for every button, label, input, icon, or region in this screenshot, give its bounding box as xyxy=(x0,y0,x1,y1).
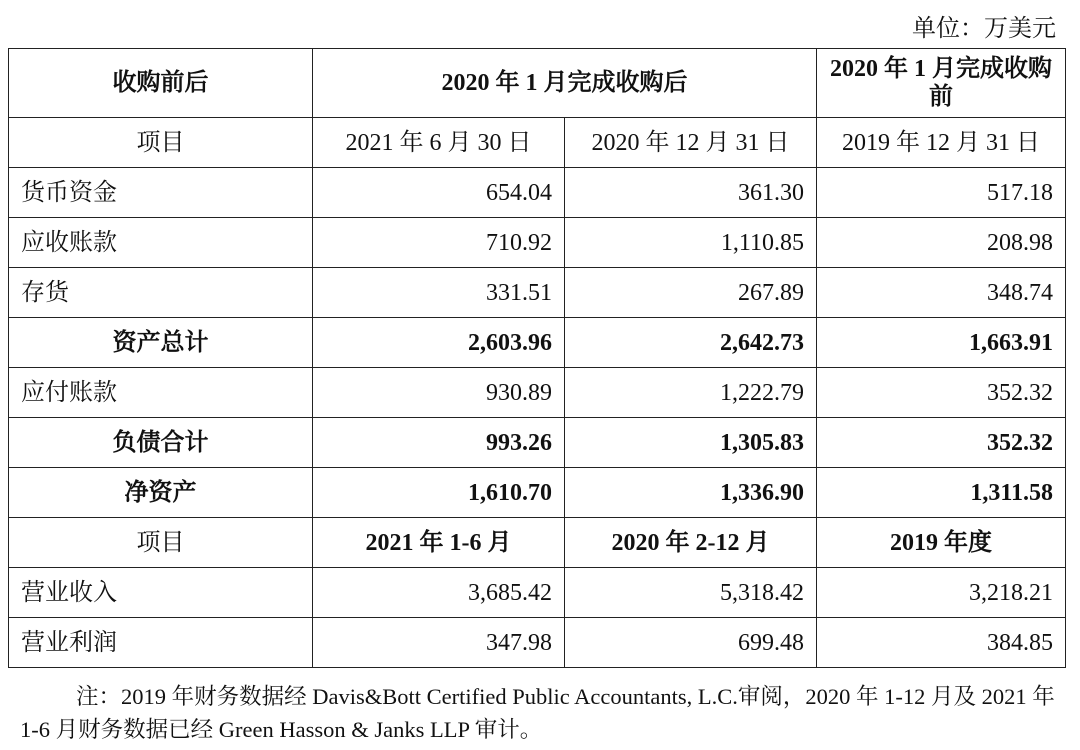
cell-value: 1,110.85 xyxy=(565,218,817,268)
cell-value: 1,336.90 xyxy=(565,468,817,518)
header-before-acquisition: 2020 年 1 月完成收购前 xyxy=(817,49,1066,118)
cell-value: 1,305.83 xyxy=(565,418,817,468)
table-row xyxy=(9,368,1066,418)
table-row xyxy=(9,168,1066,218)
cell-value: 993.26 xyxy=(313,418,565,468)
cell-value: 2,642.73 xyxy=(565,318,817,368)
row-label: 资产总计 xyxy=(9,318,313,368)
cell-value: 347.98 xyxy=(313,618,565,668)
subheader-period: 2020 年 2-12 月 xyxy=(565,518,817,568)
balance-subheader-row xyxy=(9,118,1066,168)
table-row xyxy=(9,268,1066,318)
cell-value: 384.85 xyxy=(817,618,1066,668)
row-label: 营业利润 xyxy=(9,618,313,668)
cell-value: 3,218.21 xyxy=(817,568,1066,618)
header-acquisition: 收购前后 xyxy=(9,49,313,118)
cell-value: 1,610.70 xyxy=(313,468,565,518)
cell-value: 208.98 xyxy=(817,218,1066,268)
row-label: 应收账款 xyxy=(9,218,313,268)
unit-label: 单位：万美元 xyxy=(912,16,1056,42)
row-label: 营业收入 xyxy=(9,568,313,618)
cell-value: 361.30 xyxy=(565,168,817,218)
table-row-total xyxy=(9,318,1066,368)
table-row xyxy=(9,218,1066,268)
cell-value: 2,603.96 xyxy=(313,318,565,368)
subheader-item: 项目 xyxy=(9,518,313,568)
footnote: 注：2019 年财务数据经 Davis&Bott Certified Public Accountants, L.C.审阅，2020 年 1-12 月及 2021 年 1-6 月财务数据已经 Green Hasson & Janks LLP 审计。 xyxy=(20,684,1055,742)
subheader-date: 2019 年 12 月 31 日 xyxy=(817,118,1066,168)
row-label: 净资产 xyxy=(9,468,313,518)
subheader-item: 项目 xyxy=(9,118,313,168)
header-after-acquisition: 2020 年 1 月完成收购后 xyxy=(313,49,817,118)
cell-value: 3,685.42 xyxy=(313,568,565,618)
table-row xyxy=(9,618,1066,668)
row-label: 货币资金 xyxy=(9,168,313,218)
cell-value: 517.18 xyxy=(817,168,1066,218)
table-row-total xyxy=(9,468,1066,518)
cell-value: 710.92 xyxy=(313,218,565,268)
cell-value: 1,311.58 xyxy=(817,468,1066,518)
financial-table xyxy=(8,48,1066,668)
table-row xyxy=(9,568,1066,618)
subheader-period: 2019 年度 xyxy=(817,518,1066,568)
row-label: 存货 xyxy=(9,268,313,318)
cell-value: 331.51 xyxy=(313,268,565,318)
table-row-total xyxy=(9,418,1066,468)
subheader-period: 2021 年 1-6 月 xyxy=(313,518,565,568)
cell-value: 699.48 xyxy=(565,618,817,668)
cell-value: 1,663.91 xyxy=(817,318,1066,368)
cell-value: 348.74 xyxy=(817,268,1066,318)
row-label: 负债合计 xyxy=(9,418,313,468)
cell-value: 5,318.42 xyxy=(565,568,817,618)
subheader-date: 2020 年 12 月 31 日 xyxy=(565,118,817,168)
cell-value: 352.32 xyxy=(817,368,1066,418)
cell-value: 352.32 xyxy=(817,418,1066,468)
row-label: 应付账款 xyxy=(9,368,313,418)
table-header-row xyxy=(9,49,1066,118)
cell-value: 654.04 xyxy=(313,168,565,218)
subheader-date: 2021 年 6 月 30 日 xyxy=(313,118,565,168)
cell-value: 267.89 xyxy=(565,268,817,318)
cell-value: 930.89 xyxy=(313,368,565,418)
cell-value: 1,222.79 xyxy=(565,368,817,418)
income-subheader-row xyxy=(9,518,1066,568)
